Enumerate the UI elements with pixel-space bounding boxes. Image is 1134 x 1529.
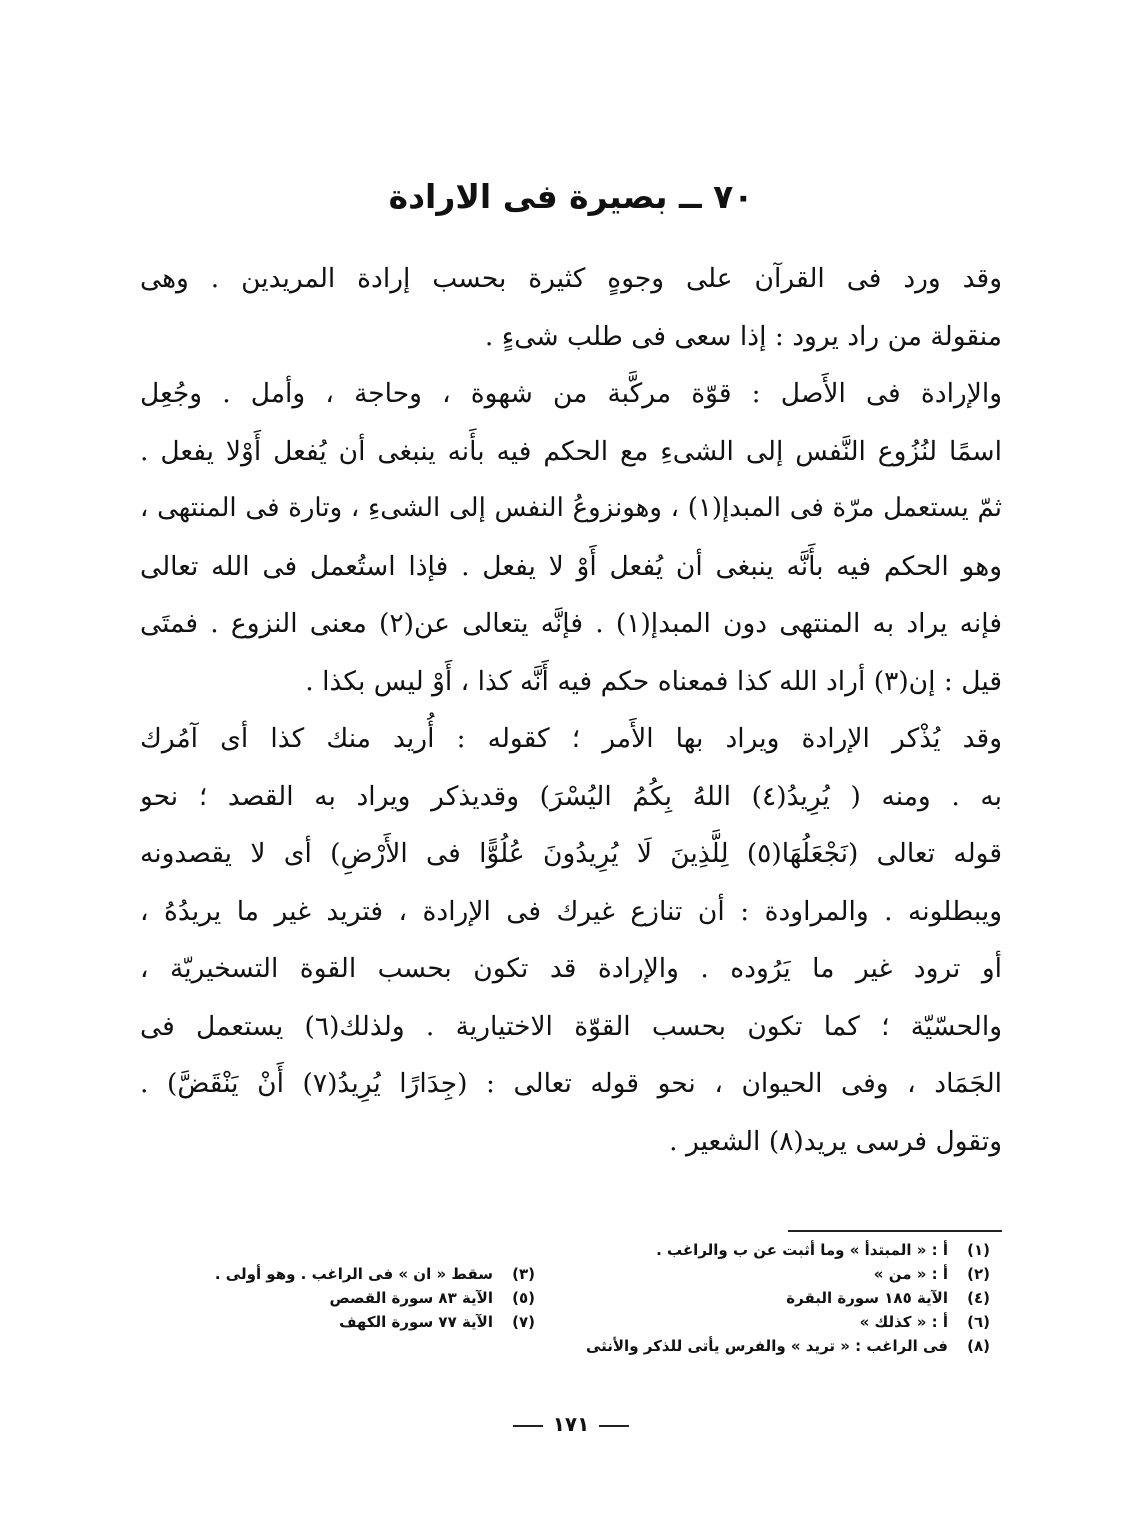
page-number <box>140 1412 1002 1436</box>
footnote-number: (٧) <box>512 1313 535 1331</box>
section-title: ٧٠ ــ بصيرة فى الارادة <box>388 177 754 216</box>
body-line: منقولة من راد يرود : إذا سعى فى طلب شىءٍ . <box>484 320 1002 352</box>
footnote <box>330 1286 535 1310</box>
body-line: أو ترود غير ما يَرُوده . والإرادة قد تكون بحسب القوة التسخيريّة ، <box>140 953 1002 984</box>
footnote-row <box>140 1286 990 1310</box>
body-line: والحسّيّة ؛ كما تكون بحسب القوّة الاختيارية . ولذلك(٦) يستعمل فى <box>140 1010 1002 1042</box>
footnote-row <box>140 1262 990 1286</box>
footnote-number: (٨) <box>967 1337 990 1355</box>
footnote-number: (٦) <box>967 1313 990 1331</box>
footnote-text: الآية ١٨٥ سورة البقرة <box>786 1289 948 1307</box>
footnotes <box>140 1238 990 1358</box>
footnote <box>535 1286 990 1310</box>
dash-right <box>513 1425 543 1427</box>
footnote-divider <box>788 1230 1002 1232</box>
body-line: ويبطلونه . والمراودة : أن تنازع غيرك فى الإرادة ، فتريد غير ما يريدُهُ ، <box>140 895 1002 927</box>
footnote-number: (٢) <box>967 1265 990 1283</box>
body-line: قوله تعالى (نَجْعَلُهَا(٥) لِلَّذِينَ لَا يُرِيدُونَ عُلُوًّا فى الأَرْضِ) أى لا يقصدونه <box>140 838 1002 869</box>
footnote-text: أ : « المبتدأ » وما أثبت عن ب والراغب . <box>656 1241 948 1259</box>
body-text <box>140 250 1002 1170</box>
footnote <box>586 1334 990 1358</box>
body-line: والإرادة فى الأَصل : قوّة مركَّبة من شهوة ، وحاجة ، وأمل . وجُعِل <box>140 378 1002 409</box>
footnote-text: أ : « كذلك » <box>859 1313 948 1331</box>
footnote-row <box>140 1238 990 1262</box>
footnote-row <box>140 1310 990 1334</box>
dash-left <box>599 1425 629 1427</box>
footnote <box>535 1238 990 1262</box>
footnote-text: فى الراغب : « تريد » والفرس يأتى للذكر والأنثى <box>585 1337 948 1355</box>
footnote <box>535 1310 990 1334</box>
footnote-number: (٥) <box>512 1289 535 1307</box>
body-line: به . ومنه ( يُرِيدُ(٤) اللهُ بِكُمُ اليُسْرَ) وقديذكر ويراد به القصد ؛ نحو <box>140 780 1002 812</box>
body-line: وقد ورد فى القرآن على وجوهٍ كثيرة بحسب إرادة المريدين . وهى <box>140 263 1002 294</box>
body-line: وهو الحكم فيه بأَنَّه ينبغى أن يُفعل أَوْ لا يفعل . فإذا استُعمل فى الله تعالى <box>140 550 1002 582</box>
footnote <box>215 1262 535 1286</box>
page-number-value: ١٧١ <box>552 1412 590 1436</box>
footnote-text: سقط « ان » فى الراغب . وهو أولى . <box>214 1265 493 1283</box>
footnote-text: أ : « من » <box>873 1265 948 1283</box>
body-line: قيل : إن(٣) أراد الله كذا فمعناه حكم فيه أَنَّه كذا ، أَوْ ليس بكذا . <box>305 665 1002 697</box>
footnote-text: الآية ٨٣ سورة القصص <box>329 1289 493 1307</box>
footnote-row <box>140 1334 990 1358</box>
body-line: وقد يُذْكر الإرادة ويراد بها الأَمر ؛ كقوله : أُريد منك كذا أى آمُرك <box>140 723 1002 754</box>
footnote <box>535 1262 990 1286</box>
body-line: الجَمَاد ، وفى الحيوان ، نحو قوله تعالى : (جِدَارًا يُرِيدُ(٧) أَنْ يَنْقَضَّ) . <box>140 1068 1002 1099</box>
body-line: وتقول فرسى يريد(٨) الشعير . <box>669 1125 1002 1157</box>
body-line: فإنه يراد به المنتهى دون المبدإ(١) . فإنَّه يتعالى عن(٢) معنى النزوع . فمتَى <box>140 608 1002 639</box>
footnote-text: الآية ٧٧ سورة الكهف <box>339 1313 493 1331</box>
footnote-number: (١) <box>967 1241 990 1259</box>
footnote-number: (٤) <box>967 1289 990 1307</box>
body-line: اسمًا لنُزُوع النَّفس إلى الشىءِ مع الحكم فيه بأَنه ينبغى أن يُفعل أَوْلا يفعل . <box>140 435 1002 467</box>
body-line: ثمّ يستعمل مرّة فى المبدإ(١) ، وهونزوعُ النفس إلى الشىءِ ، وتارة فى المنتهى ، <box>140 493 1002 523</box>
footnote-number: (٣) <box>512 1265 535 1283</box>
footnote <box>339 1310 535 1334</box>
